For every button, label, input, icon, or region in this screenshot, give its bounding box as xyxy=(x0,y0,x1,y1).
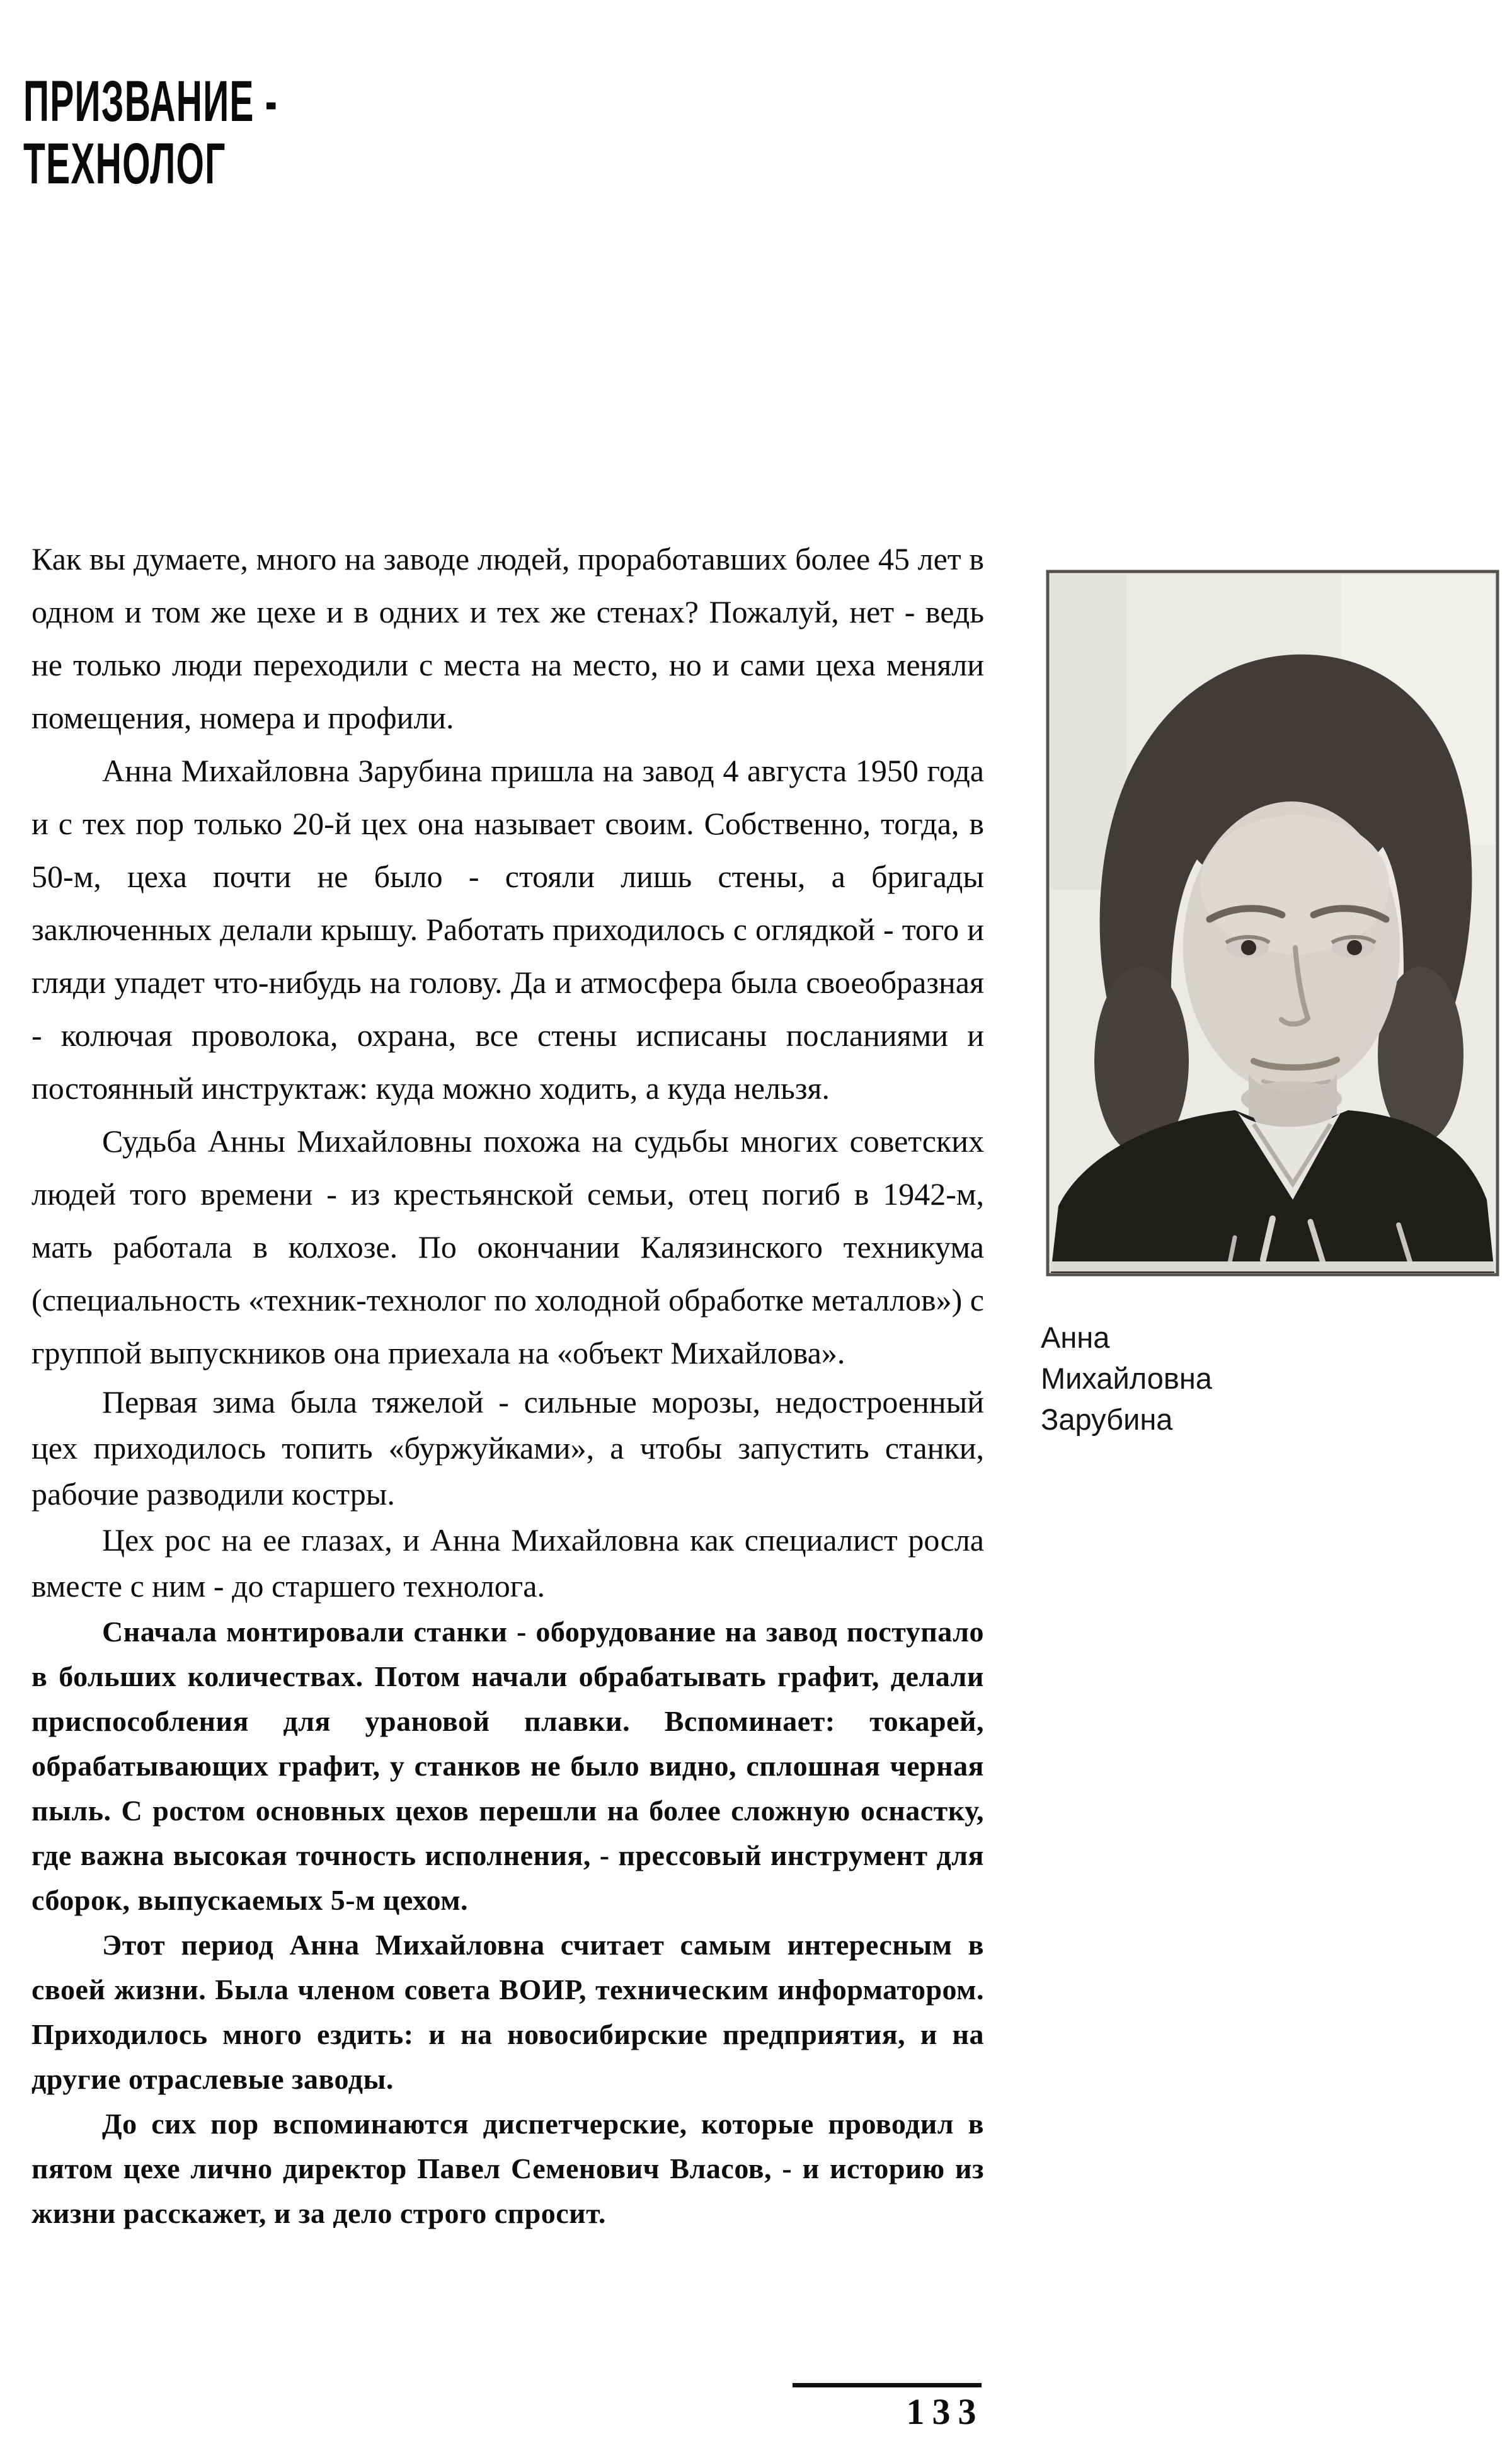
article-body xyxy=(32,532,984,2236)
portrait-photo-image xyxy=(1046,570,1499,1277)
page-number: 133 xyxy=(906,2391,984,2432)
paragraph: До сих пор вспоминаются диспетчерские, которые проводил в пятом цехе лично директор Павел Семенович Власов, - и историю из жизни расскажет, и за дело строго спросит. xyxy=(32,2108,984,2229)
paragraph: Этот период Анна Михайловна считает самым интересным в своей жизни. Была членом совета ВОИР, техническим информатором. Приходилось много ездить: и на новосибирские предприятия, и на другие отраслевые заводы. xyxy=(32,1929,984,2095)
photo-caption-line: Анна xyxy=(1041,1321,1110,1354)
paragraph: Анна Михайловна Зарубина пришла на завод 4 августа 1950 года и с тех пор только 20-й цех она называет своим. Собственно, тогда, в 50-м, цеха почти не было - стояли лишь стены, а бригады заключенных делали крышу. Работать приходилось с оглядкой - того и гляди упадет что-нибудь на голову. Да и атмосфера была своеобразная - колючая проволока, охрана, все стены исписаны посланиями и постоянный инструктаж: куда можно ходить, а куда нельзя. xyxy=(32,753,984,1106)
page-title-line-2: ТЕХНОЛОГ xyxy=(23,131,226,196)
footer-rule xyxy=(793,2383,982,2387)
photo-caption xyxy=(1041,1317,1212,1440)
paragraph: Сначала монтировали станки - оборудование на завод поступало в больших количествах. Потом начали обрабатывать графит, делали приспособления для урановой плавки. Вспоминает: токарей, обрабатывающих графит, у станков не было видно, сплошная черная пыль. С ростом основных цехов перешли на более сложную оснастку, где важна высокая точность исполнения, - прессовый инструмент для сборок, выпускаемых 5-м цехом. xyxy=(32,1616,984,1916)
paragraph: Первая зима была тяжелой - сильные морозы, недостроенный цех приходилось топить «буржуйками», а чтобы запустить станки, рабочие разводили костры. xyxy=(32,1384,984,1512)
portrait-photo xyxy=(1046,570,1499,1277)
paragraph: Цех рос на ее глазах, и Анна Михайловна как специалист росла вместе с ним - до старшего технолога. xyxy=(32,1522,984,1604)
paragraph: Как вы думаете, много на заводе людей, проработавших более 45 лет в одном и том же цехе и в одних и тех же стенах? Пожалуй, нет - ведь не только люди переходили с места на место, но и сами цеха меняли помещения, номера и профили. xyxy=(32,541,984,735)
paragraph: Судьба Анны Михайловны похожа на судьбы многих советских людей того времени - из крестьянской семьи, отец погиб в 1942-м, мать работала в колхозе. По окончании Калязинского техникума (специальность «техник-технолог по холодной обработке металлов») с группой выпускников она приехала на «объект Михайлова». xyxy=(32,1123,984,1370)
page-title-line-1: ПРИЗВАНИЕ - xyxy=(23,69,278,134)
page-title xyxy=(23,71,434,195)
photo-caption-line: Зарубина xyxy=(1041,1403,1173,1436)
photo-caption-line: Михайловна xyxy=(1041,1362,1212,1395)
